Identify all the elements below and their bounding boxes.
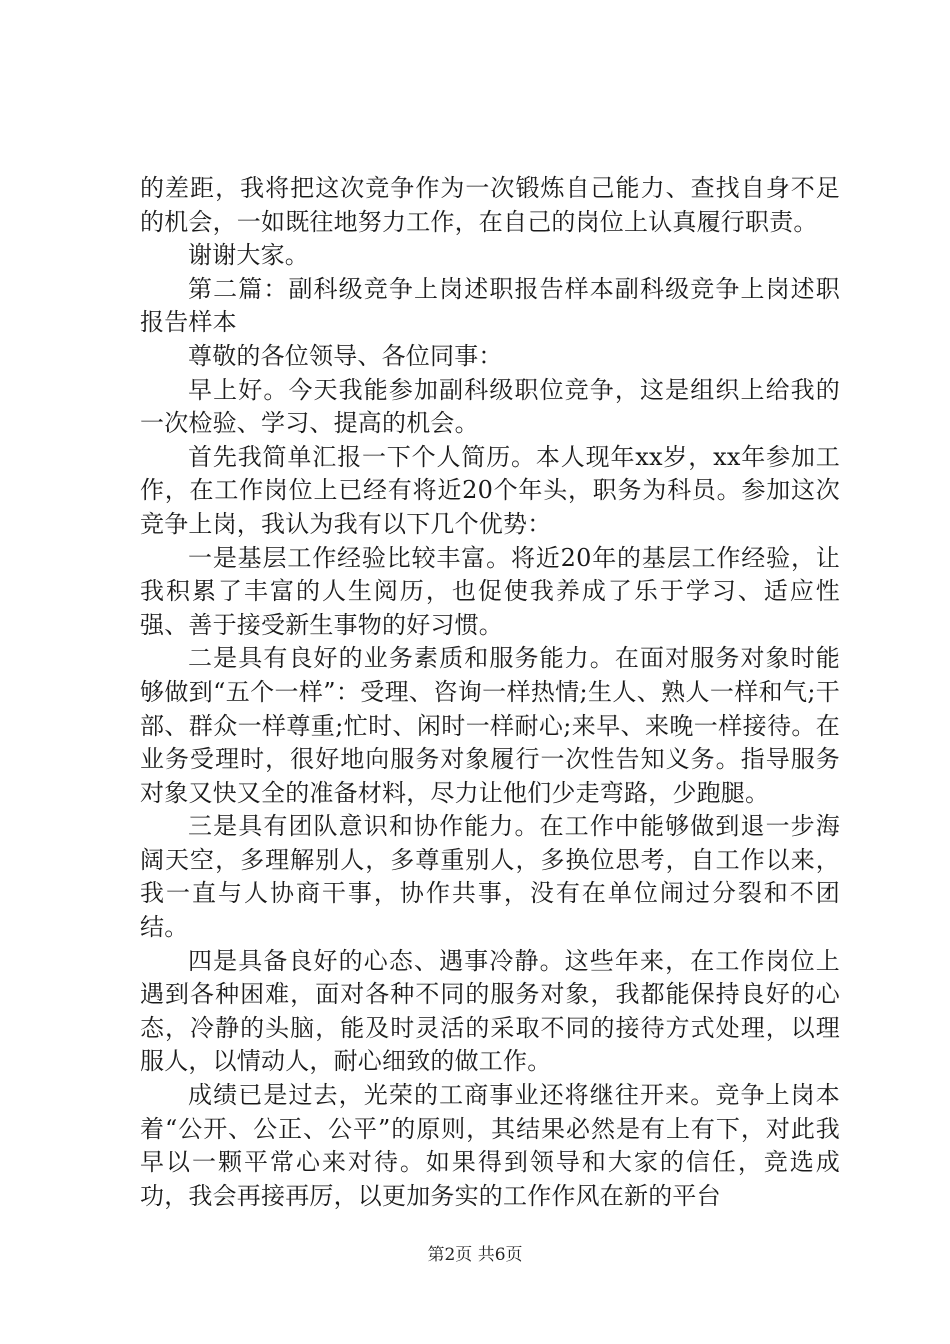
page-number: 第2页 共6页 bbox=[427, 1245, 523, 1265]
paragraph-greeting: 早上好。今天我能参加副科级职位竞争，这是组织上给我的一次检验、学习、提高的机会。 bbox=[140, 375, 840, 438]
page-footer bbox=[0, 1244, 950, 1266]
paragraph-advantage-4: 四是具备良好的心态、遇事冷静。这些年来，在工作岗位上遇到各种困难，面对各种不同的服务对象，我都能保持良好的心态，冷静的头脑，能及时灵活的采取不同的接待方式处理，以理服人，以情动人，耐心细致的做工作。 bbox=[140, 946, 840, 1076]
paragraph-thanks: 谢谢大家。 bbox=[188, 241, 309, 270]
paragraph-advantage-1: 一是基层工作经验比较丰富。将近20年的基层工作经验，让我积累了丰富的人生阅历，也促使我养成了乐于学习、适应性强、善于接受新生事物的好习惯。 bbox=[140, 543, 840, 639]
section-heading: 第二篇：副科级竞争上岗述职报告样本副科级竞争上岗述职报告样本 bbox=[140, 274, 840, 337]
paragraph-salutation: 尊敬的各位领导、各位同事： bbox=[188, 341, 503, 370]
document-body bbox=[140, 172, 840, 1213]
paragraph-advantage-3: 三是具有团队意识和协作能力。在工作中能够做到退一步海阔天空，多理解别人，多尊重别人，多换位思考，自工作以来，我一直与人协商干事，协作共事，没有在单位闹过分裂和不团结。 bbox=[140, 812, 840, 942]
paragraph-continuation: 的差距，我将把这次竞争作为一次锻炼自己能力、查找自身不足的机会，一如既往地努力工作，在自己的岗位上认真履行职责。 bbox=[140, 174, 840, 236]
paragraph-closing: 成绩已是过去，光荣的工商事业还将继往开来。竞争上岗本着“公开、公正、公平”的原则，其结果必然是有上有下，对此我早以一颗平常心来对待。如果得到领导和大家的信任，竞选成功，我会再接再厉，以更加务实的工作作风在新的平台 bbox=[140, 1081, 840, 1210]
paragraph-resume: 首先我简单汇报一下个人简历。本人现年xx岁，xx年参加工作，在工作岗位上已经有将近20个年头，职务为科员。参加这次竞争上岗，我认为我有以下几个优势： bbox=[140, 442, 840, 538]
paragraph-advantage-2: 二是具有良好的业务素质和服务能力。在面对服务对象时能够做到“五个一样”：受理、咨询一样热情;生人、熟人一样和气;干部、群众一样尊重;忙时、闲时一样耐心;来早、来晚一样接待。在业务受理时，很好地向服务对象履行一次性告知义务。指导服务对象又快又全的准备材料，尽力让他们少走弯路，少跑腿。 bbox=[140, 644, 840, 807]
